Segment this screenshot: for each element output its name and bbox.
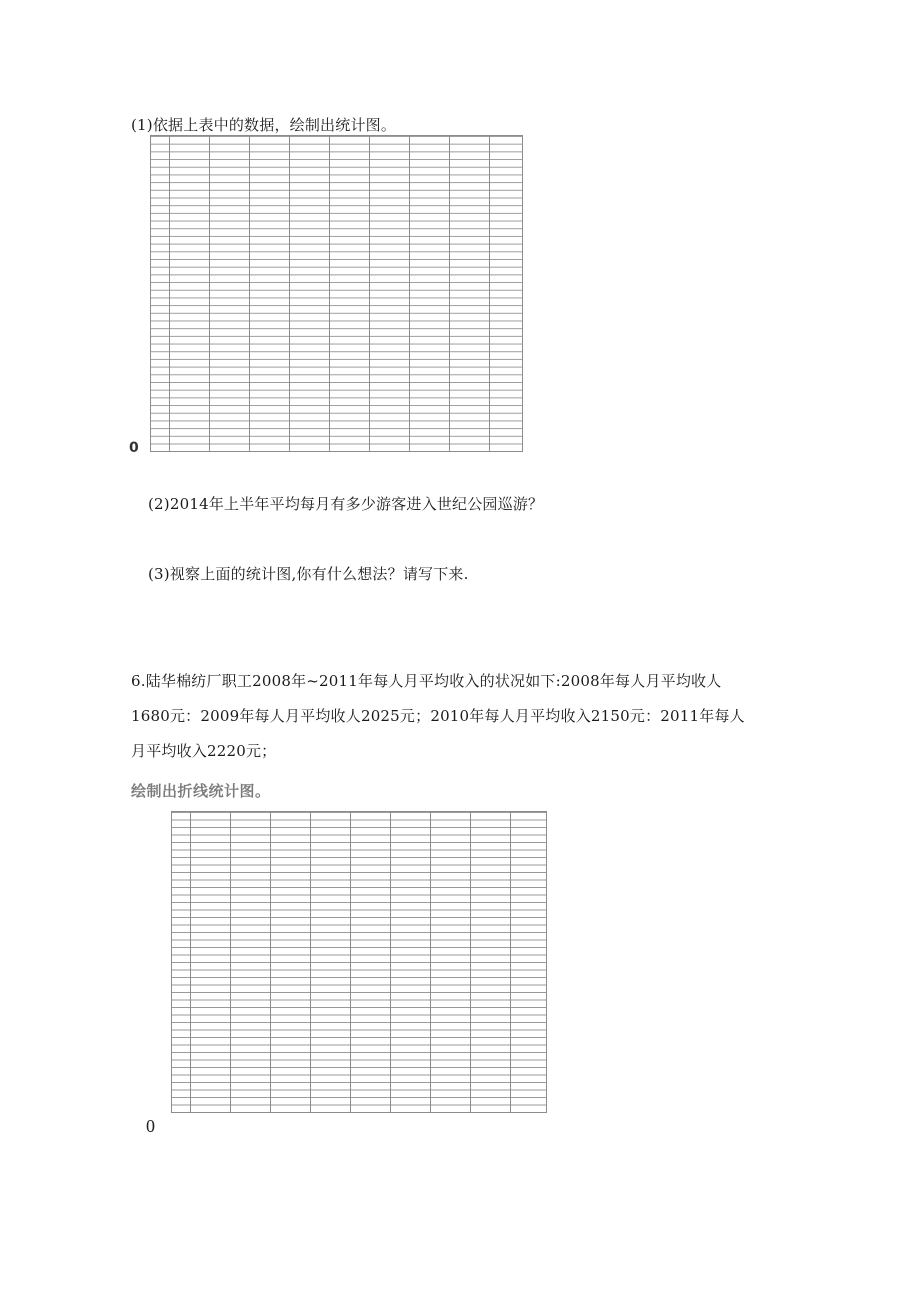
- question-2-text: (2)2014年上半年平均每月有多少游客进入世纪公园巡游？: [148, 495, 544, 513]
- problem-6-line-2: 1680元：2009年每人月平均收人2025元；2010年每人月平均收入2150元：2011年每人: [131, 707, 745, 725]
- grid-1-origin-label: 0: [129, 440, 139, 456]
- blank-grid-chart-2: [171, 811, 547, 1113]
- grid-2-origin-label: 0: [146, 1116, 155, 1136]
- problem-6-instruction: 绘制出折线统计图。: [131, 782, 271, 800]
- question-3-text: (3)视察上面的统计图,你有什么想法？请写下来.: [148, 565, 469, 583]
- problem-6-line-3: 月平均收入2220元；: [131, 742, 277, 760]
- question-1-text: (1)依据上表中的数据，绘制出统计图。: [131, 116, 397, 134]
- blank-grid-chart-1: [150, 135, 523, 452]
- problem-6-line-1: 6.陆华棉纺厂职工2008年~2011年每人月平均收入的状况如下:2008年每人月平均收人: [131, 672, 722, 690]
